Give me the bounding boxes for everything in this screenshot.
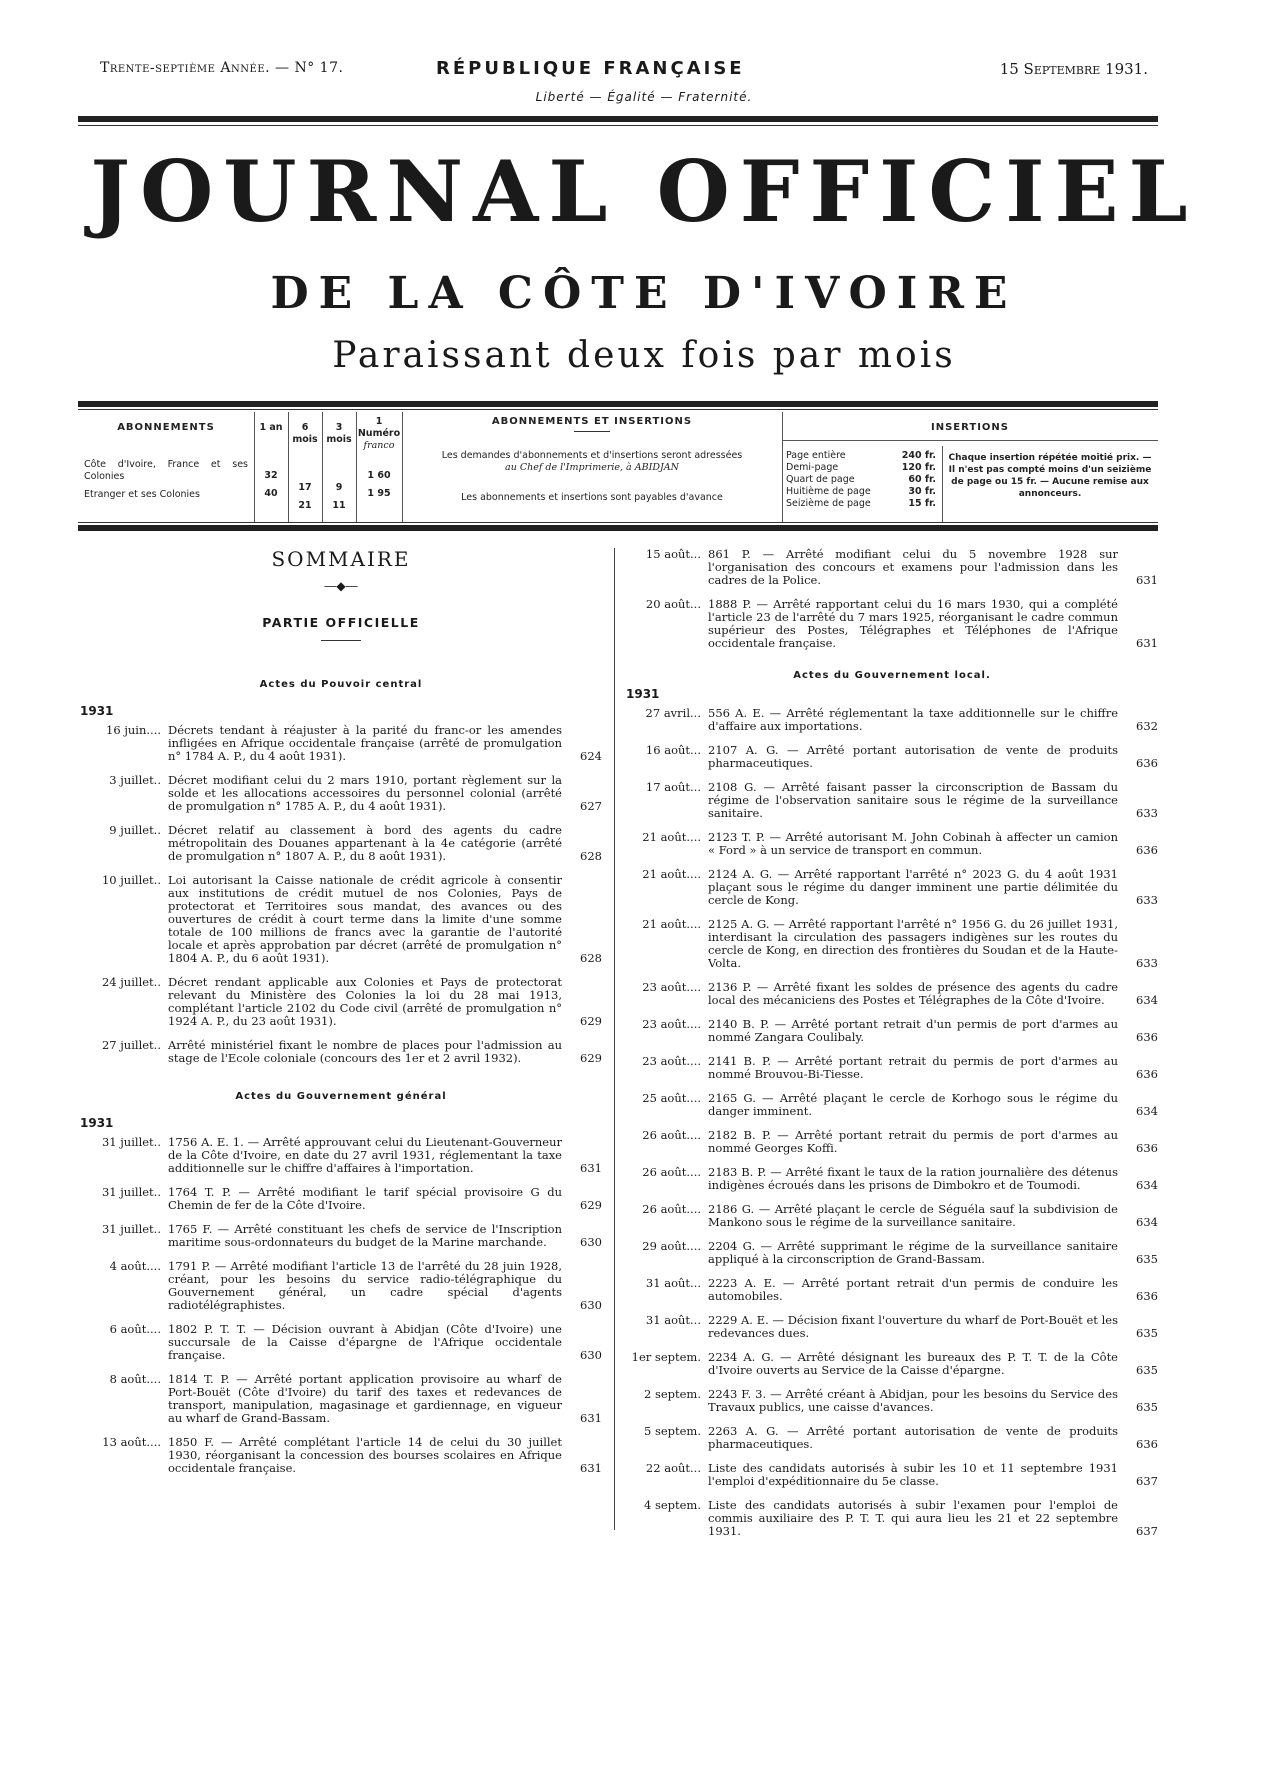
entry-page: 634 — [1136, 1104, 1158, 1118]
summary-entry — [626, 1240, 1158, 1266]
entry-date: 6 août.... — [109, 1322, 161, 1336]
summary-entry — [626, 548, 1158, 587]
entry-date: 31 août... — [645, 1313, 701, 1327]
col-header: 1 Numéro — [357, 416, 401, 439]
masthead-subtitle: DE LA CÔTE D'IVOIRE — [270, 268, 1018, 319]
entries-list — [626, 548, 1158, 650]
entry-text: Décrets tendant à réajuster à la parité du franc-or les amendes infligées en Afrique occidentale française (arrêté de promulgation n° 1784 A. P., du 4 août 1931). — [168, 723, 562, 763]
entry-date: 31 juillet.. — [101, 1185, 161, 1199]
rate-row — [786, 462, 936, 474]
left-column — [80, 545, 602, 1486]
subs-top-rule-thin — [78, 409, 1158, 410]
entry-date: 8 août.... — [109, 1372, 161, 1386]
insertions-header: INSERTIONS — [931, 422, 1009, 433]
summary-entry — [80, 1136, 602, 1175]
year-label: 1931 — [80, 1116, 114, 1130]
col-header: 1 an — [259, 422, 283, 433]
summary-entry — [626, 1388, 1158, 1414]
subscription-table — [78, 412, 1158, 522]
summary-entry — [80, 1039, 602, 1065]
summary-entry — [80, 1436, 602, 1475]
entry-date: 24 juillet.. — [101, 975, 161, 989]
entry-date: 21 août.... — [642, 917, 701, 931]
divider — [782, 440, 1158, 441]
entry-date: 27 juillet.. — [101, 1038, 161, 1052]
year-label: 1931 — [626, 687, 660, 701]
entry-text: 2243 F. 3. — Arrêté créant à Abidjan, pour les besoins du Service des Travaux publics, une caisse d'avances. — [708, 1387, 1118, 1414]
entry-page: 631 — [1136, 636, 1158, 650]
price-cell: 1 95 — [367, 488, 391, 499]
entry-text: 2125 A. G. — Arrêté rapportant l'arrêté n° 1956 G. du 26 juillet 1931, interdisant la circulation des passagers indigènes sur les routes du cercle de Kong, en direction des frontières du Soudan et de la Haute-Volta. — [708, 917, 1118, 970]
entry-date: 26 août.... — [642, 1128, 701, 1142]
summary-entry — [626, 1277, 1158, 1303]
entry-date: 5 septem. — [643, 1424, 701, 1438]
entry-text: 2165 G. — Arrêté plaçant le cercle de Korhogo sous le régime du danger imminent. — [708, 1091, 1118, 1118]
col-header: 6 mois — [292, 422, 318, 445]
entry-text: 2263 A. G. — Arrêté portant autorisation de vente de produits pharmaceutiques. — [708, 1424, 1118, 1451]
entry-page: 627 — [580, 799, 602, 813]
entry-text: 2124 A. G. — Arrêté rapportant l'arrêté n° 2023 G. du 4 août 1931 plaçant sous le régime du danger imminent une partie délimitée du cercle de Kong. — [708, 867, 1118, 907]
entry-date: 17 août... — [645, 780, 701, 794]
entry-date: 29 août.... — [642, 1239, 701, 1253]
entry-date: 1er septem. — [631, 1350, 701, 1364]
entry-text: 2229 A. E. — Décision fixant l'ouverture du wharf de Port-Bouët et les redevances dues. — [708, 1313, 1118, 1340]
entry-date: 15 août... — [645, 547, 701, 561]
entry-text: 1765 F. — Arrêté constituant les chefs de service de l'Inscription maritime sous-ordonnateurs du budget de la Marine marchande. — [168, 1222, 562, 1249]
subs-col-6mois — [288, 412, 322, 522]
entry-date: 26 août.... — [642, 1202, 701, 1216]
entry-date: 21 août.... — [642, 867, 701, 881]
partie-heading: PARTIE OFFICIELLE — [262, 615, 420, 630]
divider — [574, 431, 610, 432]
entry-page: 631 — [580, 1411, 602, 1425]
summary-entry — [626, 1425, 1158, 1451]
entry-text: 1791 P. — Arrêté modifiant l'article 13 de l'arrêté du 28 juin 1928, créant, pour les besoins du service radio-télégraphique du Gouvernement général, un cadre spécial d'agents radiotélégraphistes. — [168, 1259, 562, 1312]
subs-label-col — [78, 412, 254, 522]
summary-entry — [626, 707, 1158, 733]
summary-entry — [80, 1186, 602, 1212]
entry-page: 636 — [1136, 1141, 1158, 1155]
subs-col-1an — [254, 412, 288, 522]
summary-entry — [80, 874, 602, 965]
section-heading: Actes du Gouvernement général — [235, 1091, 447, 1102]
entry-page: 634 — [1136, 993, 1158, 1007]
section-heading: Actes du Gouvernement local. — [793, 670, 991, 681]
summary-entry — [626, 1314, 1158, 1340]
rate-row — [786, 486, 936, 498]
entry-text: 2186 G. — Arrêté plaçant le cercle de Séguéla sauf la subdivision de Mankono sous le régime de la surveillance sanitaire. — [708, 1202, 1118, 1229]
entry-page: 624 — [580, 749, 602, 763]
rate-label: Quart de page — [786, 474, 855, 485]
entry-page: 633 — [1136, 956, 1158, 970]
entry-text: 1756 A. E. 1. — Arrêté approuvant celui du Lieutenant-Gouverneur de la Côte d'Ivoire, en date du 27 avril 1931, réglementant la taxe additionnelle sur le chiffre d'affaires à l'importation. — [168, 1135, 562, 1175]
price-cell: 40 — [264, 488, 278, 499]
entry-page: 630 — [580, 1298, 602, 1312]
entry-date: 31 août... — [645, 1276, 701, 1290]
summary-entry — [626, 1092, 1158, 1118]
summary-entry — [626, 1018, 1158, 1044]
entry-page: 634 — [1136, 1215, 1158, 1229]
sommaire-heading: SOMMAIRE — [271, 547, 411, 571]
year-label: 1931 — [80, 704, 114, 718]
entries-list — [80, 724, 602, 1065]
price-cell: 9 — [335, 482, 343, 493]
entry-page: 636 — [1136, 1067, 1158, 1081]
entry-page: 636 — [1136, 1030, 1158, 1044]
entry-text: Arrêté ministériel fixant le nombre de places pour l'admission au stage de l'Ecole coloniale (concours des 1er et 2 avril 1932). — [168, 1038, 562, 1065]
entry-page: 635 — [1136, 1326, 1158, 1340]
entry-text: Loi autorisant la Caisse nationale de crédit agricole à consentir aux institutions de crédit mutuel de nos Colonies, Pays de protectorat et Territoires sous mandat, des avances ou des ouvertures de crédit à court terme dans la limite d'une somme totale de 100 millions de francs avec la garantie de l'autorité locale et après approbation par décret (arrêté de promulgation n° 1804 A. P., du 6 août 1931). — [168, 873, 562, 965]
entry-text: 2108 G. — Arrêté faisant passer la circonscription de Bassam du régime de l'observation sanitaire sous le régime de la surveillance sanitaire. — [708, 780, 1118, 820]
entry-page: 636 — [1136, 756, 1158, 770]
price-cell: 21 — [298, 500, 312, 511]
entry-text: 2183 B. P. — Arrêté fixant le taux de la ration journalière des détenus indigènes écroués dans les prisons de Dimbokro et de Toumodi. — [708, 1165, 1118, 1192]
entry-text: 1888 P. — Arrêté rapportant celui du 16 mars 1930, qui a complété l'article 23 de l'arrêté du 7 mars 1925, réorganisant le cadre commun supérieur des Postes, Télégraphes et Téléphones de l'Afrique occidentale française. — [708, 597, 1118, 650]
rate-price: 30 fr. — [908, 486, 936, 497]
column-divider — [614, 548, 615, 1530]
entry-date: 2 septem. — [643, 1387, 701, 1401]
subs-bottom-rule — [78, 525, 1158, 531]
entry-page: 629 — [580, 1014, 602, 1028]
summary-entry — [626, 1055, 1158, 1081]
entry-text: 2182 B. P. — Arrêté portant retrait du permis de port d'armes au nommé Georges Koffi. — [708, 1128, 1118, 1155]
divider — [942, 446, 943, 522]
price-cell: 1 60 — [367, 470, 391, 481]
entry-text: 2223 A. E. — Arrêté portant retrait d'un permis de conduire les automobiles. — [708, 1276, 1118, 1303]
entry-page: 633 — [1136, 893, 1158, 907]
rate-row — [786, 474, 936, 486]
divider — [321, 640, 361, 641]
top-line — [100, 58, 1148, 80]
summary-entry — [80, 774, 602, 813]
entry-date: 23 août.... — [642, 1054, 701, 1068]
entry-page: 635 — [1136, 1363, 1158, 1377]
rate-price: 60 fr. — [908, 474, 936, 485]
entry-page: 631 — [1136, 573, 1158, 587]
summary-entry — [626, 1129, 1158, 1155]
entry-page: 630 — [580, 1348, 602, 1362]
entry-text: 1802 P. T. T. — Décision ouvrant à Abidjan (Côte d'Ivoire) une succursale de la Caisse d'épargne de l'Afrique occidentale française. — [168, 1322, 562, 1362]
entry-text: Décret rendant applicable aux Colonies et Pays de protectorat relevant du Ministère des Colonies la loi du 28 mai 1913, complétant l'article 2102 du Code civil (arrêté de promulgation n° 1924 A. P., du 23 août 1931). — [168, 975, 562, 1028]
entry-date: 27 avril... — [645, 706, 701, 720]
entry-page: 635 — [1136, 1400, 1158, 1414]
entry-page: 635 — [1136, 1252, 1158, 1266]
entry-date: 4 août.... — [109, 1259, 161, 1273]
entry-text: 2107 A. G. — Arrêté portant autorisation de vente de produits pharmaceutiques. — [708, 743, 1118, 770]
subs-bottom-rule-thin — [78, 522, 1158, 523]
entries-list — [80, 1136, 602, 1475]
entry-text: Décret modifiant celui du 2 mars 1910, portant règlement sur la solde et les allocations accessoires du personnel colonial (arrêté de promulgation n° 1785 A. P., du 4 août 1931). — [168, 773, 562, 813]
summary-entry — [80, 824, 602, 863]
entry-text: 2234 A. G. — Arrêté désignant les bureaux des P. T. T. de la Côte d'Ivoire ouverts au Service de la Caisse d'épargne. — [708, 1350, 1118, 1377]
entry-date: 13 août.... — [102, 1435, 161, 1449]
subs-row-label: Etranger et ses Colonies — [84, 489, 200, 500]
price-cell: 17 — [298, 482, 312, 493]
entry-page: 629 — [580, 1051, 602, 1065]
rate-price: 15 fr. — [908, 498, 936, 509]
summary-entry — [626, 781, 1158, 820]
entry-page: 631 — [580, 1161, 602, 1175]
entry-date: 25 août.... — [642, 1091, 701, 1105]
entry-date: 26 août.... — [642, 1165, 701, 1179]
entry-page: 637 — [1136, 1474, 1158, 1488]
entry-page: 632 — [1136, 719, 1158, 733]
entry-page: 631 — [580, 1461, 602, 1475]
republic-heading: RÉPUBLIQUE FRANÇAISE — [436, 58, 745, 79]
price-cell: 11 — [332, 500, 346, 511]
rate-label: Demi-page — [786, 462, 839, 473]
subs-col-numero — [356, 412, 402, 522]
entry-date: 4 septem. — [643, 1498, 701, 1512]
col-header: 3 mois — [326, 422, 352, 445]
summary-entry — [626, 1166, 1158, 1192]
subs-row-label: Côte d'Ivoire, France et ses Colonies — [84, 459, 248, 482]
entry-text: 2141 B. P. — Arrêté portant retrait du permis de port d'armes au nommé Brouvou-Bi-Tiesse. — [708, 1054, 1118, 1081]
entry-page: 636 — [1136, 843, 1158, 857]
entry-date: 23 août.... — [642, 980, 701, 994]
entry-text: Décret relatif au classement à bord des agents du cadre métropolitain des Douanes appartenant à la 4e catégorie (arrêté de promulgation n° 1807 A. P., du 8 août 1931). — [168, 823, 562, 863]
entry-text: 556 A. E. — Arrêté réglementant la taxe additionnelle sur le chiffre d'affaire aux importations. — [708, 706, 1118, 733]
rate-label: Page entière — [786, 450, 846, 461]
summary-entry — [626, 1499, 1158, 1538]
entry-date: 9 juillet.. — [109, 823, 161, 837]
summary-entry — [80, 1223, 602, 1249]
entry-date: 22 août... — [645, 1461, 701, 1475]
entries-list — [626, 707, 1158, 1538]
subs-header: ABONNEMENTS — [117, 422, 215, 433]
entry-text: 1764 T. P. — Arrêté modifiant le tarif spécial provisoire G du Chemin de fer de la Côte d'Ivoire. — [168, 1185, 562, 1212]
entry-text: 1814 T. P. — Arrêté portant application provisoire au wharf de Port-Bouët (Côte d'Ivoire) du tarif des taxes et redevances de transport, manipulation, magasinage et gardiennage, en vigueur au wharf de Grand-Bassam. — [168, 1372, 562, 1425]
entry-date: 16 juin.... — [106, 723, 161, 737]
summary-entry — [80, 1373, 602, 1425]
section-heading: Actes du Pouvoir central — [259, 679, 423, 690]
summary-entry — [626, 598, 1158, 650]
rate-price: 240 fr. — [901, 450, 936, 461]
summary-entry — [626, 868, 1158, 907]
entry-page: 636 — [1136, 1437, 1158, 1451]
summary-entry — [626, 981, 1158, 1007]
entry-date: 20 août... — [645, 597, 701, 611]
entry-date: 23 août.... — [642, 1017, 701, 1031]
entry-page: 634 — [1136, 1178, 1158, 1192]
entry-page: 628 — [580, 951, 602, 965]
right-column — [626, 548, 1158, 1549]
ornament-icon: ―◆― — [324, 579, 358, 593]
entry-text: 2204 G. — Arrêté supprimant le régime de la surveillance sanitaire appliqué à la circonscription de Grand-Bassam. — [708, 1239, 1118, 1266]
subs-insertions-col — [782, 412, 1158, 522]
entry-date: 31 juillet.. — [101, 1135, 161, 1149]
entry-text: 1850 F. — Arrêté complétant l'article 14 de celui du 30 juillet 1930, réorganisant la concession des bourses scolaires en Afrique occidentale française. — [168, 1435, 562, 1475]
col-subheader: franco — [363, 440, 395, 451]
rate-row — [786, 450, 936, 462]
summary-entry — [80, 1260, 602, 1312]
entry-text: Liste des candidats autorisés à subir les 10 et 11 septembre 1931 l'emploi d'expéditionnaire du 5e classe. — [708, 1461, 1118, 1488]
subs-center-text: Les demandes d'abonnements et d'insertions seront adressées — [441, 450, 743, 461]
rate-label: Seizième de page — [786, 498, 871, 509]
entry-page: 636 — [1136, 1289, 1158, 1303]
rate-label: Huitième de page — [786, 486, 871, 497]
masthead-title: JOURNAL OFFICIEL — [90, 142, 1198, 241]
issue-number: Trente-septième Année. — N° 17. — [100, 60, 344, 76]
entry-date: 31 juillet.. — [101, 1222, 161, 1236]
top-rule — [78, 116, 1158, 122]
entry-date: 3 juillet.. — [109, 773, 161, 787]
summary-entry — [626, 744, 1158, 770]
rates-note: Chaque insertion répétée moitié prix. — Il n'est pas compté moins d'un seizième de page ou 15 fr. — Aucune remise aux annonceurs. — [948, 453, 1152, 499]
rate-row — [786, 498, 936, 510]
entry-text: 2140 B. P. — Arrêté portant retrait d'un permis de port d'armes au nommé Zangara Coulibaly. — [708, 1017, 1118, 1044]
entry-date: 10 juillet.. — [101, 873, 161, 887]
subs-center-text: au Chef de l'Imprimerie, à ABIDJAN — [505, 462, 679, 473]
summary-entry — [80, 1323, 602, 1362]
entry-text: 2136 P. — Arrêté fixant les soldes de présence des agents du cadre local des mécaniciens des Postes et Télégraphes de la Côte d'Ivoire. — [708, 980, 1118, 1007]
entry-date: 16 août... — [645, 743, 701, 757]
subs-col-3mois — [322, 412, 356, 522]
rate-price: 120 fr. — [901, 462, 936, 473]
subs-top-rule — [78, 401, 1158, 407]
summary-entry — [626, 831, 1158, 857]
masthead-frequency: Paraissant deux fois par mois — [332, 335, 956, 376]
subs-center-header: ABONNEMENTS ET INSERTIONS — [491, 416, 693, 427]
price-cell: 32 — [264, 470, 278, 481]
subs-center-col — [402, 412, 782, 522]
entry-page: 633 — [1136, 806, 1158, 820]
summary-entry — [626, 918, 1158, 970]
summary-entry — [626, 1203, 1158, 1229]
entry-text: 861 P. — Arrêté modifiant celui du 5 novembre 1928 sur l'organisation des concours et examens pour l'admission dans les cadres de la Police. — [708, 547, 1118, 587]
summary-entry — [626, 1351, 1158, 1377]
entry-text: 2123 T. P. — Arrêté autorisant M. John Cobinah à affecter un camion « Ford » à un service de transport en commun. — [708, 830, 1118, 857]
summary-entry — [80, 976, 602, 1028]
subs-center-text: Les abonnements et insertions sont payables d'avance — [461, 492, 723, 503]
summary-entry — [80, 724, 602, 763]
entry-page: 629 — [580, 1198, 602, 1212]
entry-date: 21 août.... — [642, 830, 701, 844]
summary-entry — [626, 1462, 1158, 1488]
top-rule-thin — [78, 125, 1158, 126]
entry-page: 630 — [580, 1235, 602, 1249]
rates-list — [786, 450, 936, 510]
issue-date: 15 Septembre 1931. — [999, 60, 1148, 78]
entry-text: Liste des candidats autorisés à subir l'examen pour l'emploi de commis auxiliaire des P. T. T. qui aura lieu les 21 et 22 septembre 1931. — [708, 1498, 1118, 1538]
motto: Liberté — Égalité — Fraternité. — [535, 90, 753, 104]
entry-page: 628 — [580, 849, 602, 863]
entry-page: 637 — [1136, 1524, 1158, 1538]
